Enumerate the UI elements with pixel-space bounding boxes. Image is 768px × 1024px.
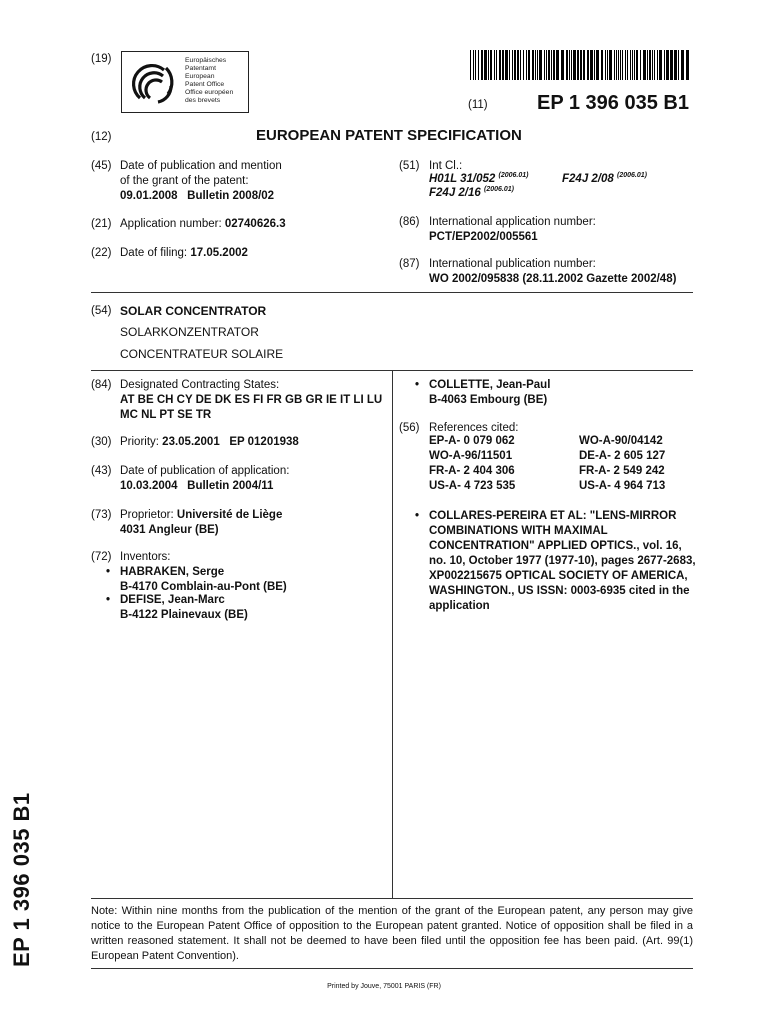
reference-row xyxy=(429,434,665,449)
proprietor-field xyxy=(120,508,282,538)
references-label: References cited: xyxy=(429,422,519,434)
inventor-name: HABRAKEN, Serge xyxy=(120,566,225,578)
office-line: Office européen xyxy=(185,89,234,96)
inid-84: (84) xyxy=(91,379,112,391)
bullet-icon: • xyxy=(415,379,420,391)
inventor-address: B-4063 Embourg (BE) xyxy=(429,394,548,406)
inventor-entry xyxy=(106,565,287,595)
field-value: 09.01.2008 Bulletin 2008/02 xyxy=(120,190,275,202)
epo-logo xyxy=(121,51,249,113)
field-value: 17.05.2002 xyxy=(190,247,248,259)
divider xyxy=(91,292,693,293)
field-label: Proprietor: xyxy=(120,509,177,521)
field-label: International publication number: xyxy=(429,258,596,270)
inid-30: (30) xyxy=(91,436,112,448)
printer-imprint: Printed by Jouve, 75001 PARIS (FR) xyxy=(327,983,441,990)
field-label: International application number: xyxy=(429,216,596,228)
inid-54: (54) xyxy=(91,305,112,317)
field-label: Priority: xyxy=(120,436,163,448)
field-value: PCT/EP2002/005561 xyxy=(429,231,538,243)
bullet-icon: • xyxy=(106,566,111,578)
inid-45: (45) xyxy=(91,160,112,172)
reference: EP-A- 0 079 062 xyxy=(429,435,515,447)
field-label: Date of filing: xyxy=(120,247,191,259)
inventor-address: B-4122 Plainevaux (BE) xyxy=(120,609,248,621)
field-value: MC NL PT SE TR xyxy=(120,409,212,421)
ipc-class: H01L 31/052 $^{(2006.01)}$ xyxy=(429,172,529,185)
field-label: of the grant of the patent: xyxy=(120,175,249,187)
field-label: Date of publication of application: xyxy=(120,465,290,477)
field-label: Application number: xyxy=(120,218,225,230)
references-list xyxy=(429,434,665,494)
reference-row xyxy=(429,479,665,494)
inid-43: (43) xyxy=(91,465,112,477)
application-pub-date-field xyxy=(120,464,289,494)
document-type: EUROPEAN PATENT SPECIFICATION xyxy=(256,127,522,144)
priority-field xyxy=(120,435,299,450)
inid-19: (19) xyxy=(91,53,112,65)
field-value: AT BE CH CY DE DK ES FI FR GB GR IE IT LI LU xyxy=(120,394,383,406)
reference: WO-A-96/11501 xyxy=(429,450,513,462)
designated-states-field xyxy=(120,378,382,423)
inid-12: (12) xyxy=(91,131,112,143)
reference: US-A- 4 723 535 xyxy=(429,480,516,492)
inid-87: (87) xyxy=(399,258,420,270)
application-number-field xyxy=(120,217,286,232)
title-en: SOLAR CONCENTRATOR xyxy=(120,304,267,318)
field-value: Université de Liège xyxy=(176,509,283,521)
inventor-name: COLLETTE, Jean-Paul xyxy=(429,379,551,391)
office-line: des brevets xyxy=(185,97,221,104)
npl-citation: • COLLARES-PEREIRA ET AL: "LENS-MIRROR COMBINATIONS WITH MAXIMAL CONCENTRATION" APPLIED OPTICS., vol. 16, no. 10, October 1977 (1977-10), pages 2677-2683, XP002215675 OPTICAL SOCIETY OF AMERICA, WASHINGTON., US ISSN: 0003-6935 cited in the application xyxy=(415,510,696,612)
intl-publication-field xyxy=(429,257,676,287)
office-line: Patent Office xyxy=(185,81,225,88)
opposition-note: Note: Within nine months from the publication of the mention of the grant of the European patent, any person may give notice to the European Patent Office of opposition to the European patent granted. Notice of opposition shall be filed in a written reasoned statement. It shall not be deemed to have been filed until the opposition fee has been paid. (Art. 99(1) European Patent Convention). xyxy=(91,905,693,962)
reference-row xyxy=(429,464,665,479)
office-name xyxy=(185,57,233,105)
epo-emblem-icon xyxy=(128,58,178,108)
grant-date-field xyxy=(120,159,282,204)
office-line: Europäisches xyxy=(185,57,227,64)
inid-56: (56) xyxy=(399,422,420,434)
inid-86: (86) xyxy=(399,216,420,228)
side-publication-number: EP 1 396 035 B1 xyxy=(9,792,34,967)
inid-11: (11) xyxy=(468,99,488,111)
ipc-class: F24J 2/08 $^{(2006.01)}$ xyxy=(562,172,647,185)
reference: US-A- 4 964 713 xyxy=(579,480,666,492)
inid-21: (21) xyxy=(91,218,112,230)
reference: FR-A- 2 404 306 xyxy=(429,465,515,477)
reference-row xyxy=(429,449,665,464)
int-cl-label: Int Cl.: xyxy=(429,160,463,172)
field-value: 10.03.2004 Bulletin 2004/11 xyxy=(120,480,274,492)
inventors-label: Inventors: xyxy=(120,551,171,563)
column-divider xyxy=(392,371,393,898)
ipc-class: F24J 2/16 $^{(2006.01)}$ xyxy=(429,186,514,199)
barcode xyxy=(470,50,692,80)
divider xyxy=(91,898,693,899)
inid-72: (72) xyxy=(91,551,112,563)
title-fr: CONCENTRATEUR SOLAIRE xyxy=(120,347,284,361)
field-value: 23.05.2001 EP 01201938 xyxy=(162,436,299,448)
inid-22: (22) xyxy=(91,247,112,259)
bullet-icon: • xyxy=(106,594,111,606)
office-line: Patentamt xyxy=(185,65,216,72)
office-line: European xyxy=(185,73,215,80)
reference: WO-A-90/04142 xyxy=(579,435,663,447)
intl-application-field xyxy=(429,215,596,245)
field-label: Date of publication and mention xyxy=(120,160,282,172)
title-de: SOLARKONZENTRATOR xyxy=(120,325,259,339)
inventor-address: B-4170 Comblain-au-Pont (BE) xyxy=(120,581,287,593)
field-value: WO 2002/095838 (28.11.2002 Gazette 2002/48) xyxy=(429,273,677,285)
inid-51: (51) xyxy=(399,160,420,172)
inventor-entry xyxy=(106,593,248,623)
field-value: 02740626.3 xyxy=(224,218,286,230)
inventor-entry xyxy=(415,378,550,408)
field-value: 4031 Angleur (BE) xyxy=(120,524,219,536)
field-label: Designated Contracting States: xyxy=(120,379,280,391)
filing-date-field xyxy=(120,246,248,261)
reference: DE-A- 2 605 127 xyxy=(579,450,666,462)
inid-73: (73) xyxy=(91,509,112,521)
bullet-icon: • xyxy=(415,510,420,522)
reference: FR-A- 2 549 242 xyxy=(579,465,665,477)
publication-number: EP 1 396 035 B1 xyxy=(537,92,689,114)
divider xyxy=(91,968,693,969)
inventor-name: DEFISE, Jean-Marc xyxy=(120,594,225,606)
